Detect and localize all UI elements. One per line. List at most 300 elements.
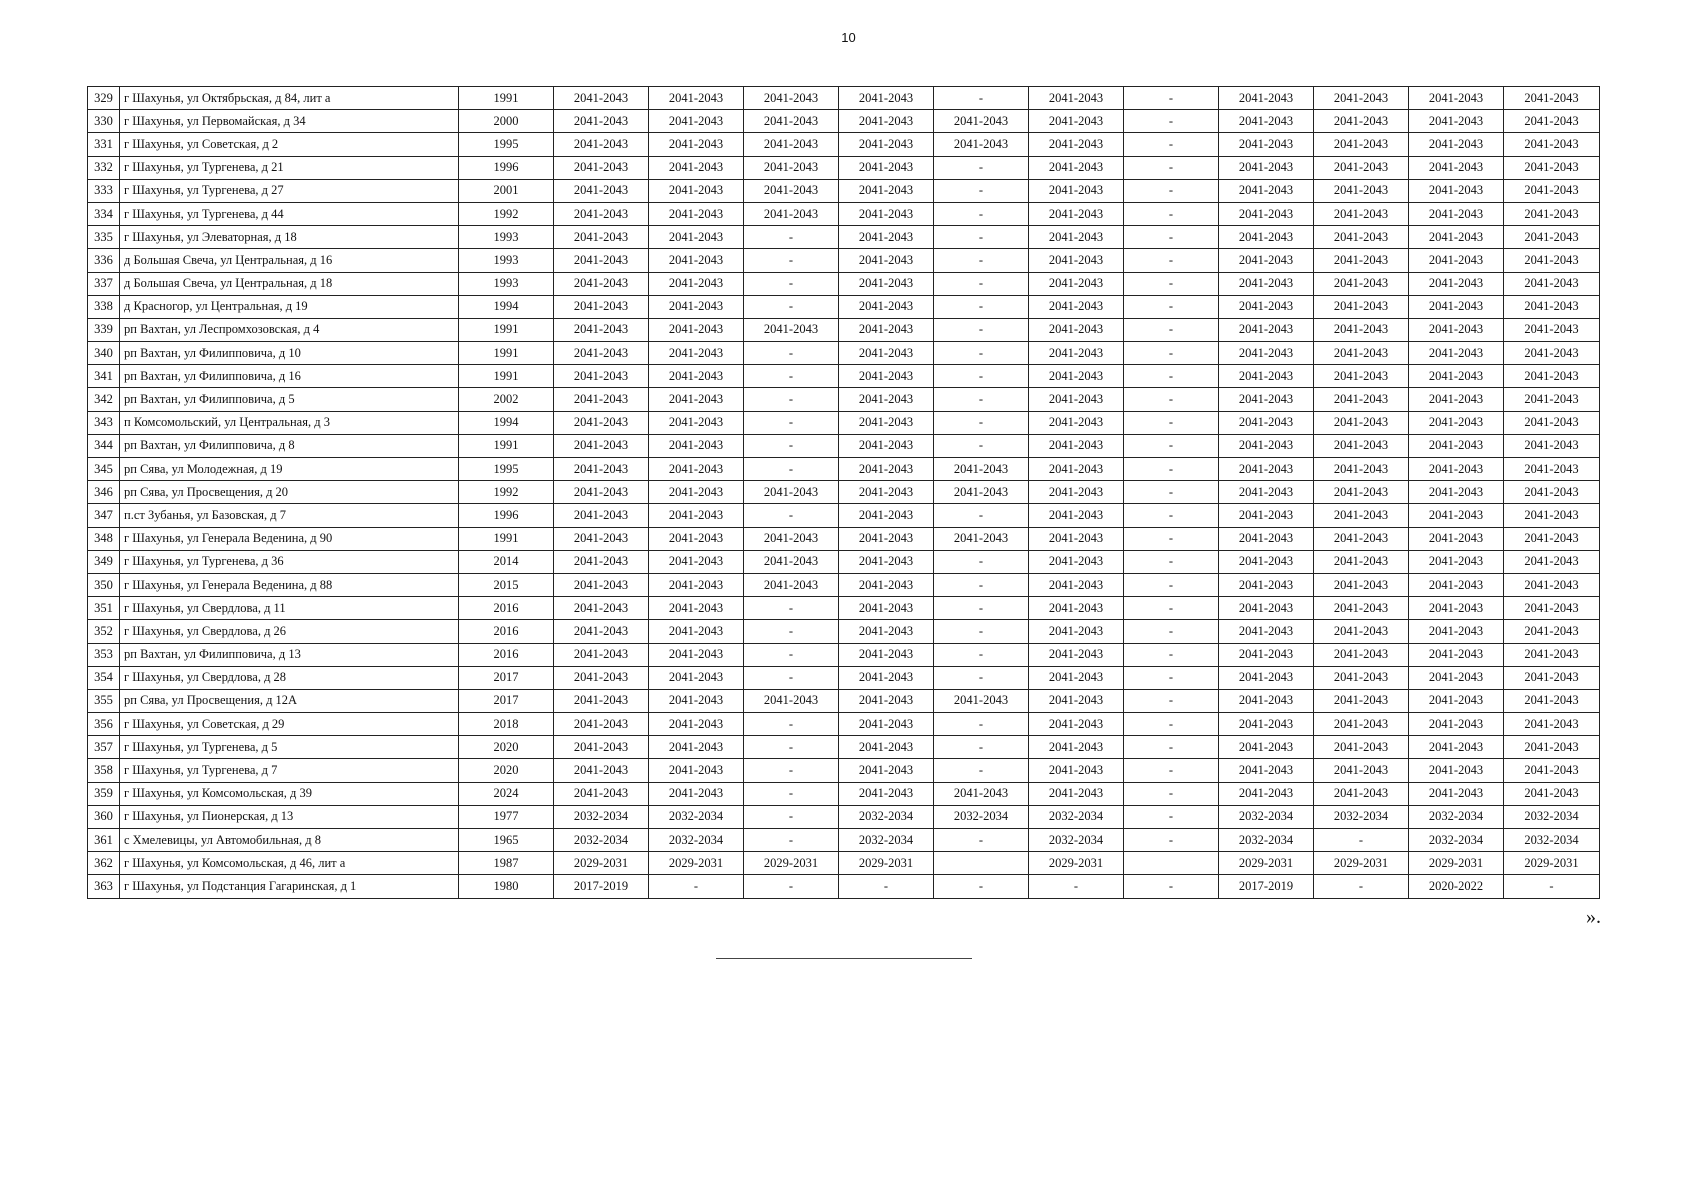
period-cell: 2041-2043 <box>1219 226 1314 249</box>
period-cell: 2041-2043 <box>554 87 649 110</box>
period-cell: - <box>934 249 1029 272</box>
address-cell: г Шахунья, ул Пионерская, д 13 <box>120 805 459 828</box>
period-cell: - <box>744 388 839 411</box>
period-cell: 2041-2043 <box>1504 318 1600 341</box>
period-cell: - <box>1124 202 1219 225</box>
table-row <box>88 620 1600 643</box>
table-row <box>88 156 1600 179</box>
period-cell: 2017-2019 <box>1219 875 1314 898</box>
year-cell: 2020 <box>459 759 554 782</box>
period-cell: 2041-2043 <box>649 226 744 249</box>
period-cell: 2041-2043 <box>554 179 649 202</box>
period-cell: 2032-2034 <box>1409 829 1504 852</box>
period-cell: - <box>934 597 1029 620</box>
period-cell: - <box>744 875 839 898</box>
year-cell: 2024 <box>459 782 554 805</box>
period-cell: 2041-2043 <box>554 713 649 736</box>
table-body <box>88 87 1600 899</box>
period-cell: 2041-2043 <box>1409 249 1504 272</box>
year-cell: 1991 <box>459 365 554 388</box>
period-cell: - <box>744 829 839 852</box>
period-cell: 2041-2043 <box>1219 736 1314 759</box>
address-cell: г Шахунья, ул Тургенева, д 27 <box>120 179 459 202</box>
period-cell: 2041-2043 <box>1029 434 1124 457</box>
year-cell: 1977 <box>459 805 554 828</box>
period-cell: - <box>1124 110 1219 133</box>
period-cell: 2041-2043 <box>839 342 934 365</box>
period-cell: 2041-2043 <box>1219 202 1314 225</box>
year-cell: 1996 <box>459 156 554 179</box>
period-cell: - <box>934 318 1029 341</box>
period-cell: 2041-2043 <box>554 295 649 318</box>
period-cell: 2032-2034 <box>1219 829 1314 852</box>
period-cell: 2041-2043 <box>1314 272 1409 295</box>
address-cell: рп Вахтан, ул Филипповича, д 16 <box>120 365 459 388</box>
period-cell: 2041-2043 <box>1314 550 1409 573</box>
table-row <box>88 759 1600 782</box>
period-cell: - <box>1124 481 1219 504</box>
row-number-cell: 331 <box>88 133 120 156</box>
footer-divider <box>716 958 972 959</box>
period-cell: 2041-2043 <box>1029 388 1124 411</box>
period-cell: 2041-2043 <box>1029 272 1124 295</box>
table-row <box>88 504 1600 527</box>
period-cell: 2041-2043 <box>934 782 1029 805</box>
period-cell: 2041-2043 <box>1219 179 1314 202</box>
table-row <box>88 411 1600 434</box>
period-cell: - <box>934 411 1029 434</box>
period-cell: 2041-2043 <box>839 226 934 249</box>
period-cell: 2041-2043 <box>649 388 744 411</box>
row-number-cell: 363 <box>88 875 120 898</box>
period-cell: 2041-2043 <box>1409 133 1504 156</box>
period-cell: 2041-2043 <box>934 481 1029 504</box>
row-number-cell: 329 <box>88 87 120 110</box>
period-cell: 2041-2043 <box>744 573 839 596</box>
period-cell: 2041-2043 <box>1504 295 1600 318</box>
period-cell: 2032-2034 <box>1029 829 1124 852</box>
table-row <box>88 736 1600 759</box>
period-cell: 2041-2043 <box>934 689 1029 712</box>
period-cell: 2041-2043 <box>1219 504 1314 527</box>
period-cell: 2041-2043 <box>1409 365 1504 388</box>
period-cell: - <box>934 666 1029 689</box>
row-number-cell: 336 <box>88 249 120 272</box>
period-cell: 2029-2031 <box>1029 852 1124 875</box>
period-cell: - <box>1124 156 1219 179</box>
period-cell: 2041-2043 <box>649 87 744 110</box>
period-cell: 2041-2043 <box>1219 643 1314 666</box>
table-row <box>88 133 1600 156</box>
period-cell: 2041-2043 <box>1314 156 1409 179</box>
address-cell: г Шахунья, ул Советская, д 2 <box>120 133 459 156</box>
period-cell: 2041-2043 <box>839 481 934 504</box>
period-cell: - <box>744 272 839 295</box>
period-cell: 2041-2043 <box>839 249 934 272</box>
period-cell: 2041-2043 <box>1029 318 1124 341</box>
closing-quote-mark: ». <box>1586 906 1601 928</box>
period-cell: 2041-2043 <box>839 272 934 295</box>
period-cell: 2041-2043 <box>649 458 744 481</box>
row-number-cell: 356 <box>88 713 120 736</box>
table-row <box>88 643 1600 666</box>
period-cell: 2041-2043 <box>1029 87 1124 110</box>
year-cell: 1992 <box>459 481 554 504</box>
period-cell: 2041-2043 <box>1504 179 1600 202</box>
period-cell: 2041-2043 <box>1219 713 1314 736</box>
period-cell: 2041-2043 <box>839 458 934 481</box>
period-cell: - <box>1029 875 1124 898</box>
period-cell: 2041-2043 <box>1504 110 1600 133</box>
period-cell: 2041-2043 <box>1409 689 1504 712</box>
address-cell: г Шахунья, ул Тургенева, д 36 <box>120 550 459 573</box>
period-cell: 2041-2043 <box>1504 689 1600 712</box>
period-cell: 2041-2043 <box>1409 736 1504 759</box>
address-cell: рп Вахтан, ул Леспромхозовская, д 4 <box>120 318 459 341</box>
period-cell: - <box>744 504 839 527</box>
period-cell: 2041-2043 <box>649 527 744 550</box>
period-cell: 2041-2043 <box>554 318 649 341</box>
period-cell: - <box>1124 434 1219 457</box>
period-cell: - <box>934 202 1029 225</box>
period-cell: 2029-2031 <box>744 852 839 875</box>
period-cell: 2041-2043 <box>1504 550 1600 573</box>
period-cell <box>1124 852 1219 875</box>
period-cell: 2041-2043 <box>1219 666 1314 689</box>
year-cell: 2018 <box>459 713 554 736</box>
period-cell: 2041-2043 <box>1409 458 1504 481</box>
period-cell: 2041-2043 <box>839 388 934 411</box>
period-cell: 2041-2043 <box>839 573 934 596</box>
period-cell: 2041-2043 <box>1504 597 1600 620</box>
period-cell: 2041-2043 <box>1504 643 1600 666</box>
row-number-cell: 357 <box>88 736 120 759</box>
period-cell: - <box>1124 550 1219 573</box>
row-number-cell: 353 <box>88 643 120 666</box>
page-number: 10 <box>841 30 856 45</box>
period-cell: 2041-2043 <box>1219 434 1314 457</box>
period-cell: - <box>934 272 1029 295</box>
period-cell: 2041-2043 <box>1029 573 1124 596</box>
period-cell: 2041-2043 <box>1219 87 1314 110</box>
period-cell: 2041-2043 <box>649 481 744 504</box>
period-cell: 2041-2043 <box>1504 411 1600 434</box>
period-cell: - <box>1124 179 1219 202</box>
period-cell: 2041-2043 <box>1409 156 1504 179</box>
table-row <box>88 573 1600 596</box>
period-cell: - <box>1314 829 1409 852</box>
period-cell: 2041-2043 <box>554 226 649 249</box>
period-cell: 2041-2043 <box>1029 527 1124 550</box>
year-cell: 1991 <box>459 527 554 550</box>
period-cell: 2041-2043 <box>1029 597 1124 620</box>
table-row <box>88 597 1600 620</box>
address-cell: г Шахунья, ул Генерала Веденина, д 90 <box>120 527 459 550</box>
period-cell: - <box>744 643 839 666</box>
period-cell: 2041-2043 <box>1314 202 1409 225</box>
period-cell: 2041-2043 <box>1504 527 1600 550</box>
period-cell: - <box>934 550 1029 573</box>
address-cell: г Шахунья, ул Элеваторная, д 18 <box>120 226 459 249</box>
period-cell: - <box>934 829 1029 852</box>
period-cell: 2041-2043 <box>649 504 744 527</box>
period-cell: - <box>1124 829 1219 852</box>
period-cell: 2041-2043 <box>1504 133 1600 156</box>
year-cell: 2002 <box>459 388 554 411</box>
period-cell: - <box>744 434 839 457</box>
table-row <box>88 388 1600 411</box>
period-cell: 2041-2043 <box>1029 620 1124 643</box>
period-cell: 2032-2034 <box>649 805 744 828</box>
address-cell: д Большая Свеча, ул Центральная, д 16 <box>120 249 459 272</box>
period-cell: 2041-2043 <box>1504 573 1600 596</box>
period-cell: 2041-2043 <box>1314 295 1409 318</box>
row-number-cell: 344 <box>88 434 120 457</box>
period-cell: - <box>744 782 839 805</box>
period-cell: 2041-2043 <box>1409 643 1504 666</box>
period-cell: - <box>1124 318 1219 341</box>
period-cell: 2041-2043 <box>554 643 649 666</box>
address-cell: г Шахунья, ул Первомайская, д 34 <box>120 110 459 133</box>
address-cell: г Шахунья, ул Свердлова, д 26 <box>120 620 459 643</box>
period-cell: 2032-2034 <box>934 805 1029 828</box>
year-cell: 1993 <box>459 249 554 272</box>
period-cell: 2041-2043 <box>1314 597 1409 620</box>
row-number-cell: 361 <box>88 829 120 852</box>
period-cell: 2029-2031 <box>839 852 934 875</box>
table-row <box>88 481 1600 504</box>
period-cell: 2041-2043 <box>1409 179 1504 202</box>
period-cell: 2041-2043 <box>1504 782 1600 805</box>
period-cell: - <box>1504 875 1600 898</box>
period-cell: - <box>934 759 1029 782</box>
row-number-cell: 355 <box>88 689 120 712</box>
period-cell: 2041-2043 <box>744 87 839 110</box>
table-row <box>88 852 1600 875</box>
period-cell: 2041-2043 <box>744 202 839 225</box>
period-cell: 2041-2043 <box>1029 550 1124 573</box>
year-cell: 2017 <box>459 689 554 712</box>
period-cell: 2041-2043 <box>1409 481 1504 504</box>
period-cell: 2041-2043 <box>1219 573 1314 596</box>
period-cell: 2041-2043 <box>1029 226 1124 249</box>
table-row <box>88 805 1600 828</box>
year-cell: 1991 <box>459 87 554 110</box>
address-cell: г Шахунья, ул Октябрьская, д 84, лит а <box>120 87 459 110</box>
period-cell: 2041-2043 <box>554 504 649 527</box>
address-cell: рп Вахтан, ул Филипповича, д 10 <box>120 342 459 365</box>
address-cell: г Шахунья, ул Комсомольская, д 46, лит а <box>120 852 459 875</box>
period-cell: 2041-2043 <box>1409 318 1504 341</box>
period-cell: 2041-2043 <box>1504 481 1600 504</box>
period-cell: 2041-2043 <box>1504 249 1600 272</box>
period-cell: 2041-2043 <box>1314 527 1409 550</box>
row-number-cell: 332 <box>88 156 120 179</box>
period-cell: 2041-2043 <box>554 388 649 411</box>
period-cell: 2041-2043 <box>1219 620 1314 643</box>
period-cell: 2041-2043 <box>1219 272 1314 295</box>
period-cell: 2041-2043 <box>1504 434 1600 457</box>
period-cell: 2041-2043 <box>934 110 1029 133</box>
year-cell: 1991 <box>459 434 554 457</box>
period-cell: 2041-2043 <box>1314 481 1409 504</box>
period-cell: 2041-2043 <box>1029 295 1124 318</box>
period-cell: 2041-2043 <box>1029 689 1124 712</box>
period-cell: 2041-2043 <box>744 179 839 202</box>
address-cell: г Шахунья, ул Свердлова, д 11 <box>120 597 459 620</box>
table-row <box>88 829 1600 852</box>
row-number-cell: 339 <box>88 318 120 341</box>
period-cell: - <box>934 226 1029 249</box>
period-cell: - <box>934 504 1029 527</box>
year-cell: 2014 <box>459 550 554 573</box>
year-cell: 1996 <box>459 504 554 527</box>
year-cell: 2016 <box>459 597 554 620</box>
period-cell: - <box>934 643 1029 666</box>
period-cell: 2041-2043 <box>649 713 744 736</box>
period-cell: 2041-2043 <box>839 713 934 736</box>
period-cell: 2041-2043 <box>649 643 744 666</box>
period-cell: 2041-2043 <box>839 689 934 712</box>
year-cell: 2015 <box>459 573 554 596</box>
table-row <box>88 249 1600 272</box>
period-cell: 2041-2043 <box>744 527 839 550</box>
period-cell: 2041-2043 <box>1504 365 1600 388</box>
period-cell: - <box>744 666 839 689</box>
period-cell: 2041-2043 <box>839 550 934 573</box>
period-cell: 2041-2043 <box>1314 411 1409 434</box>
period-cell: - <box>934 179 1029 202</box>
period-cell: 2041-2043 <box>1314 365 1409 388</box>
period-cell: 2041-2043 <box>554 411 649 434</box>
period-cell: 2041-2043 <box>1314 666 1409 689</box>
period-cell: 2041-2043 <box>1409 87 1504 110</box>
period-cell: 2041-2043 <box>554 156 649 179</box>
period-cell: 2041-2043 <box>554 736 649 759</box>
period-cell: - <box>1124 597 1219 620</box>
period-cell: 2041-2043 <box>744 689 839 712</box>
period-cell: 2032-2034 <box>839 829 934 852</box>
period-cell: 2041-2043 <box>1314 782 1409 805</box>
period-cell: 2041-2043 <box>649 411 744 434</box>
row-number-cell: 349 <box>88 550 120 573</box>
period-cell: 2041-2043 <box>1314 458 1409 481</box>
period-cell: 2041-2043 <box>1029 759 1124 782</box>
period-cell: 2041-2043 <box>1504 736 1600 759</box>
period-cell: - <box>1124 643 1219 666</box>
row-number-cell: 341 <box>88 365 120 388</box>
table-row <box>88 666 1600 689</box>
period-cell: 2041-2043 <box>1504 156 1600 179</box>
period-cell: 2041-2043 <box>744 318 839 341</box>
period-cell: 2041-2043 <box>1029 202 1124 225</box>
year-cell: 2001 <box>459 179 554 202</box>
period-cell: 2041-2043 <box>1504 620 1600 643</box>
period-cell: 2017-2019 <box>554 875 649 898</box>
period-cell: 2041-2043 <box>1409 226 1504 249</box>
period-cell: - <box>934 713 1029 736</box>
period-cell: 2041-2043 <box>839 110 934 133</box>
year-cell: 1992 <box>459 202 554 225</box>
period-cell: 2041-2043 <box>1029 342 1124 365</box>
year-cell: 1991 <box>459 318 554 341</box>
address-cell: д Большая Свеча, ул Центральная, д 18 <box>120 272 459 295</box>
period-cell: 2041-2043 <box>839 666 934 689</box>
period-cell: 2041-2043 <box>1219 759 1314 782</box>
period-cell: 2041-2043 <box>1219 411 1314 434</box>
period-cell: 2041-2043 <box>1314 179 1409 202</box>
period-cell: 2041-2043 <box>649 736 744 759</box>
period-cell: 2041-2043 <box>554 666 649 689</box>
year-cell: 2016 <box>459 620 554 643</box>
period-cell: - <box>744 713 839 736</box>
period-cell: 2041-2043 <box>1409 573 1504 596</box>
period-cell: 2041-2043 <box>1219 782 1314 805</box>
period-cell: 2041-2043 <box>649 434 744 457</box>
period-cell: - <box>744 759 839 782</box>
period-cell: 2041-2043 <box>554 342 649 365</box>
period-cell: 2041-2043 <box>1409 434 1504 457</box>
period-cell: 2041-2043 <box>554 550 649 573</box>
address-cell: рп Сява, ул Молодежная, д 19 <box>120 458 459 481</box>
period-cell: 2041-2043 <box>1314 388 1409 411</box>
period-cell: 2041-2043 <box>1029 458 1124 481</box>
period-cell: 2041-2043 <box>649 295 744 318</box>
period-cell: 2041-2043 <box>839 87 934 110</box>
period-cell: 2041-2043 <box>1029 249 1124 272</box>
period-cell: - <box>934 388 1029 411</box>
period-cell: 2041-2043 <box>554 133 649 156</box>
address-cell: рп Вахтан, ул Филипповича, д 8 <box>120 434 459 457</box>
address-cell: г Шахунья, ул Тургенева, д 7 <box>120 759 459 782</box>
period-cell: 2041-2043 <box>1219 295 1314 318</box>
period-cell: 2041-2043 <box>649 666 744 689</box>
year-cell: 1993 <box>459 272 554 295</box>
period-cell: 2032-2034 <box>1219 805 1314 828</box>
period-cell: 2041-2043 <box>934 133 1029 156</box>
row-number-cell: 334 <box>88 202 120 225</box>
table-row <box>88 179 1600 202</box>
period-cell: 2041-2043 <box>649 342 744 365</box>
address-cell: рп Вахтан, ул Филипповича, д 13 <box>120 643 459 666</box>
period-cell: - <box>1124 504 1219 527</box>
year-cell: 1995 <box>459 133 554 156</box>
period-cell: - <box>1124 388 1219 411</box>
period-cell: 2041-2043 <box>839 759 934 782</box>
period-cell: 2041-2043 <box>554 759 649 782</box>
period-cell: 2041-2043 <box>839 133 934 156</box>
period-cell: - <box>744 736 839 759</box>
period-cell: - <box>744 620 839 643</box>
period-cell: - <box>1124 875 1219 898</box>
period-cell: 2029-2031 <box>1504 852 1600 875</box>
period-cell: - <box>1124 573 1219 596</box>
period-cell: 2041-2043 <box>1219 110 1314 133</box>
period-cell: 2041-2043 <box>554 527 649 550</box>
period-cell: 2041-2043 <box>554 458 649 481</box>
period-cell: - <box>1124 133 1219 156</box>
address-cell: г Шахунья, ул Тургенева, д 44 <box>120 202 459 225</box>
period-cell: 2041-2043 <box>839 202 934 225</box>
period-cell: 2041-2043 <box>649 156 744 179</box>
period-cell: 2041-2043 <box>1314 573 1409 596</box>
period-cell: 2041-2043 <box>1314 342 1409 365</box>
period-cell: 2041-2043 <box>1314 736 1409 759</box>
table-row <box>88 550 1600 573</box>
period-cell: 2041-2043 <box>649 620 744 643</box>
period-cell: - <box>934 573 1029 596</box>
period-cell: 2041-2043 <box>1314 226 1409 249</box>
